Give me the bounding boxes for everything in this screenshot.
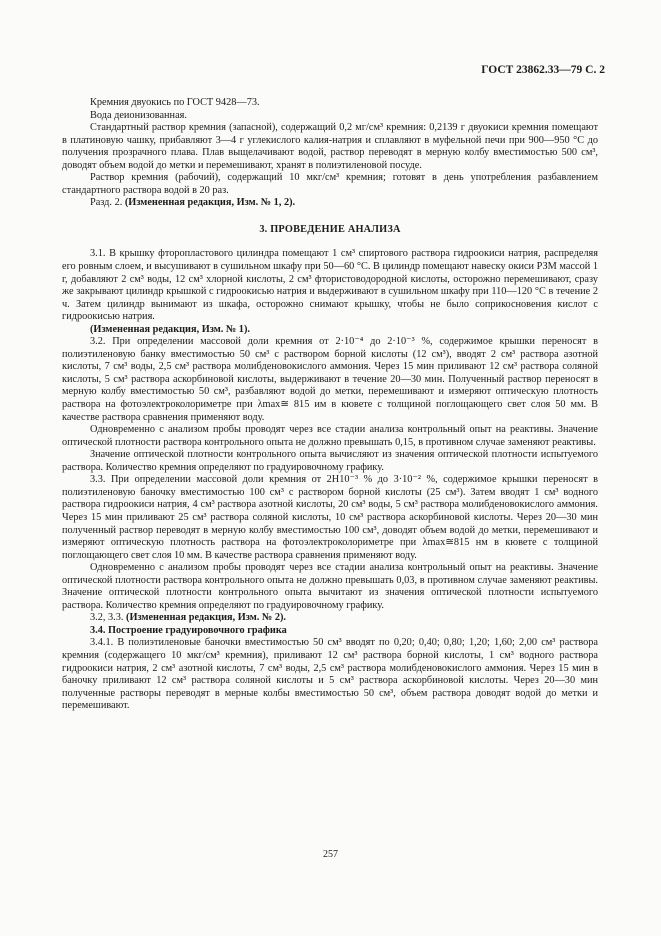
revision-note: (Измененная редакция, Изм. № 2).: [126, 612, 286, 624]
paragraph-silica: Кремния двуокись по ГОСТ 9428—73.: [90, 97, 260, 108]
paragraph-revision-3-2-3-3: [62, 612, 598, 625]
paragraph-3-2: 3.2. При определении массовой доли кремния от 2·10⁻⁴ до 2·10⁻³ %, содержимое крышки переносят в полиэтиленовую банку вместимостью 50 см³ с раствором борной кислоты (12 см³), вводят 2 см³ раствора азотной кислоты, 7 см³ воды, 2,5 см³ раствора молибденовокислого аммония. Через 15 мин приливают 12 см³ раствора соляной кислоты, 5 см³ раствора аскорбиновой кислоты, выдерживают в течение 20—30 мин. Полученный раствор переносят в мерную колбу вместимостью 50 см³, разбавляют водой до метки, перемешивают и измеряют оптическую плотность раствора на фотоэлектроколориметре при λmax≅ 815 им в кювете с толщиной поглощающего свет слоя 50 мм. В качестве раствора сравнения применяют воду.: [62, 336, 598, 423]
paragraph-water: Вода деионизованная.: [90, 109, 187, 121]
paragraph-3-3: 3.3. При определении массовой доли кремния от 2Н10⁻³ % до 3·10⁻² %, содержимое крышки переносят в полиэтиленовую баночку вместимостью 100 см³ с раствором борной кислоты (25 см³). Затем вводят 1 см³ водного раствора гидроокиси натрия, 4 см³ раствора азотной кислоты, 20 см³ воды, 5 см³ раствора молибденовокислого аммония. Через 15 мин приливают 25 см³ раствора соляной кислоты, 10 см³ раствора аскорбиновой кислоты. Через 20—30 мин полученный раствор переводят в мерную колбу вместимостью 100 см³, доводят объем водой до метки, перемешивают и измеряют оптическую плотность раствора на фотоэлектроколориметре при λmax≅815 нм в кювете с толщиной поглощающего свет слоя 10 мм. В качестве раствора сравнения применяют воду.: [62, 474, 598, 561]
revision-prefix: Разд. 2.: [90, 197, 125, 209]
page-number: 257: [323, 849, 338, 860]
paragraph-revision-section-2: [62, 197, 598, 210]
revision-prefix: 3.2, 3.3.: [90, 612, 127, 624]
subsection-title-3-4: 3.4. Построение градуировочного графика: [90, 624, 287, 636]
paragraph-standard-solution: Стандартный раствор кремния (запасной), содержащий 0,2 мг/см³ кремния: 0,2139 г двуокиси кремния помещают в платиновую чашку, прибавляют 3—4 г углекислого калия-натрия и сплавляют в муфельной печи при 900—950 °С до получения прозрачного плава. Плав выщелачивают водой, раствор переводят в мерную колбу вместимостью 500 см³, доводят объем водой до метки и перемешивают, хранят в полиэтиленовой посуде.: [62, 122, 598, 171]
standard-header: ГОСТ 23862.33—79 С. 2: [481, 64, 605, 76]
revision-note: (Измененная редакция, Изм. № 1, 2).: [124, 197, 296, 209]
paragraph-working-solution: Раствор кремния (рабочий), содержащий 10 мкг/см³ кремния; готовят в день употребления разбавлением стандартного раствора водой в 20 раз.: [62, 172, 598, 196]
document-body: [62, 97, 598, 713]
paragraph-optical-1: Значение оптической плотности контрольного опыта вычисляют из значения оптической плотности испытуемого раствора. Количество кремния определяют по градуировочному графику.: [62, 449, 598, 473]
revision-note-3-1: (Измененная редакция, Изм. № 1).: [90, 323, 250, 335]
section-title: 3. ПРОВЕДЕНИЕ АНАЛИЗА: [259, 223, 401, 235]
paragraph-control-1: Одновременно с анализом пробы проводят через все стадии анализа контрольный опыт на реактивы. Значение оптической плотности раствора контрольного опыта не должно превышать 0,15, в противном случае заменяют реактивы.: [62, 424, 598, 448]
paragraph-control-2: Одновременно с анализом пробы проводят через все стадии анализа контрольный опыт на реактивы. Значение оптической плотности раствора контрольного опыта не должно превышать 0,03, в противном случае заменяют реактивы. Значение оптической плотности контрольного опыта вычитают из значения оптической плотности испытуемого раствора. Количество кремния определяют по градуировочному графику.: [62, 562, 598, 611]
paragraph-3-4-1: 3.4.1. В полиэтиленовые баночки вместимостью 50 см³ вводят по 0,20; 0,40; 0,80; 1,20; 1,60; 2,00 см³ раствора кремния (содержащего 10 мкг/см³ кремния), приливают 12 см³ раствора борной кислоты, 1 см³ водного раствора гидроокиси натрия, 2 см³ азотной кислоты, 7 см³ воды, 2,5 см³ раствора молибденовокислого аммония. Через 15 мин в баночку приливают 12 см³ раствора соляной кислоты и 5 см³ раствора аскорбиновой кислоты. Через 20—30 мин полученные растворы переводят в мерные колбы вместимостью 50 см³, объем раствора доводят водой до метки и перемешивают.: [62, 637, 598, 712]
paragraph-3-1: 3.1. В крышку фторопластового цилиндра помещают 1 см³ спиртового раствора гидроокиси натрия, распределяя его ровным слоем, и высушивают в сушильном шкафу при 50—60 °С. В цилиндр помещают навеску окиси РЗМ массой 1 г, добавляют 2 см³ воды, 12 см³ хлорной кислоты, 2 см³ фтористоводородной кислоты, осторожно перемешивают, сразу же закрывают цилиндр крышкой с гидроокисью натрия и выдерживают в сушильном шкафу при 110—120 °С в течение 2 ч. Затем цилиндр вынимают из шкафа, осторожно снимают крышку, чтобы не было соприкосновения кислот с гидроокисью натрия.: [62, 248, 598, 323]
